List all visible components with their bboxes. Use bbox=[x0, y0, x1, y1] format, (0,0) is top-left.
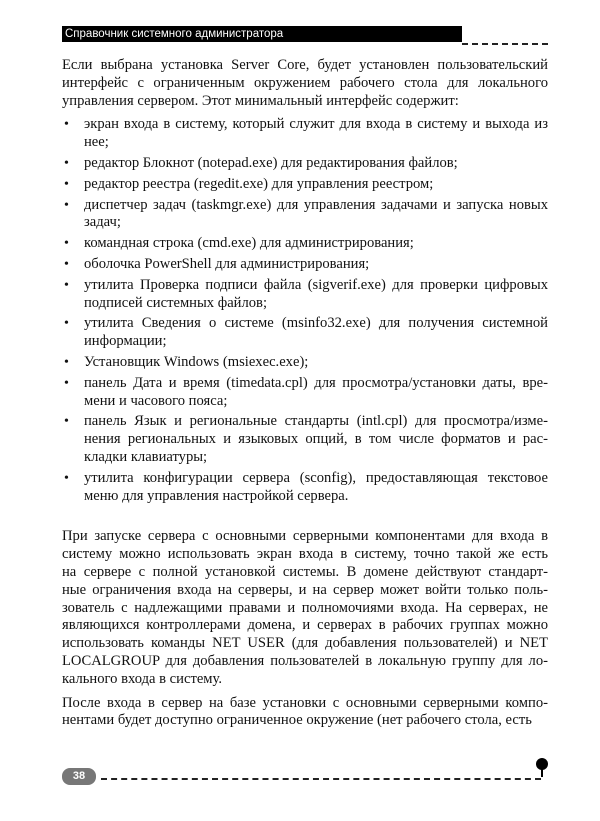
page-number: 38 bbox=[62, 768, 96, 785]
text-line: информации; bbox=[84, 333, 167, 350]
after-login-paragraph bbox=[62, 695, 548, 731]
text-line: задач; bbox=[84, 214, 121, 231]
text-line: Если выбрана установка Server Core, будет установлен пользовательский bbox=[62, 57, 548, 73]
text-line: LOCALGROUP для добавления пользователей в локальную группу для ло- bbox=[62, 652, 548, 669]
text-line: управления сервером. Этот минимальный интерфейс содержит: bbox=[62, 92, 459, 109]
text-line: кального входа в систему. bbox=[62, 670, 223, 687]
text-line: Установщик Windows (msiexec.exe); bbox=[84, 353, 309, 370]
login-paragraph bbox=[62, 528, 548, 688]
bullet-icon: • bbox=[64, 117, 69, 133]
list-item bbox=[62, 176, 548, 194]
text-line: интерфейс с ограниченным окружением рабочего стола для локального bbox=[62, 74, 548, 91]
list-item bbox=[62, 235, 548, 253]
header-divider bbox=[462, 43, 548, 45]
text-line: диспетчер задач (taskmgr.exe) для управления задачами и запуска новых bbox=[84, 196, 548, 213]
text-line: утилита Проверка подписи файла (sigverif.exe) для проверки цифровых bbox=[84, 276, 548, 293]
text-line: После входа в сервер на базе установки с основными серверными компо- bbox=[62, 694, 548, 711]
text-line: редактор Блокнот (notepad.exe) для редактирования файлов; bbox=[84, 154, 458, 171]
page-body bbox=[62, 57, 548, 736]
text-line: использовать команды NET USER (для добавления пользователей) и NET bbox=[62, 635, 548, 652]
text-line: нентами будет доступно ограниченное окружение (нет рабочего стола, есть bbox=[62, 712, 532, 729]
list-item bbox=[62, 354, 548, 372]
list-item bbox=[62, 470, 548, 506]
text-line: При запуске сервера с основными серверными компонентами для входа в bbox=[62, 528, 548, 545]
list-item bbox=[62, 155, 548, 173]
text-line: систему можно использовать экран входа в систему, точно такой же есть bbox=[62, 546, 548, 563]
text-line: редактор реестра (regedit.exe) для управления реестром; bbox=[84, 175, 434, 192]
running-header: Справочник системного администратора bbox=[62, 26, 462, 42]
text-line: оболочка PowerShell для администрирования; bbox=[84, 255, 370, 272]
bullet-icon: • bbox=[64, 155, 69, 171]
text-line: являющихся контроллерами домена, и серверах в рабочих группах можно bbox=[62, 617, 548, 634]
bullet-icon: • bbox=[64, 354, 69, 370]
text-line: панель Язык и региональные стандарты (intl.cpl) для просмотра/изме- bbox=[84, 413, 548, 430]
list-item bbox=[62, 116, 548, 152]
text-line: зователь с надлежащими правами и полномочиями входа. На серверах, не bbox=[62, 599, 548, 616]
text-line: панель Дата и время (timedata.cpl) для просмотра/установки даты, вре- bbox=[84, 374, 548, 391]
list-item bbox=[62, 375, 548, 411]
text-line: мени и часового пояса; bbox=[84, 392, 228, 409]
component-list bbox=[62, 116, 548, 505]
list-item bbox=[62, 315, 548, 351]
text-line: подписей системных файлов; bbox=[84, 294, 268, 311]
text-line: командная строка (cmd.exe) для администрирования; bbox=[84, 235, 414, 252]
footer-divider bbox=[101, 778, 541, 780]
list-item bbox=[62, 256, 548, 274]
bullet-icon: • bbox=[64, 256, 69, 272]
bullet-icon: • bbox=[64, 197, 69, 213]
intro-paragraph bbox=[62, 57, 548, 110]
text-line: нее; bbox=[84, 134, 109, 151]
list-item bbox=[62, 197, 548, 233]
pin-stem bbox=[541, 768, 543, 777]
list-item bbox=[62, 277, 548, 313]
bullet-icon: • bbox=[64, 375, 69, 391]
bullet-icon: • bbox=[64, 176, 69, 192]
text-line: на сервере с полной установкой системы. В домене действуют стандарт- bbox=[62, 563, 548, 580]
bullet-icon: • bbox=[64, 470, 69, 486]
bullet-icon: • bbox=[64, 277, 69, 293]
text-line: ные ограничения входа на серверы, и на сервер может войти только поль- bbox=[62, 581, 548, 598]
list-item bbox=[62, 413, 548, 466]
text-line: утилита конфигурации сервера (sconfig), предоставляющая текстовое bbox=[84, 469, 548, 486]
text-line: кладки клавиатуры; bbox=[84, 448, 208, 465]
text-line: экран входа в систему, который служит для входа в систему и выхода из bbox=[84, 116, 548, 133]
text-line: утилита Сведения о системе (msinfo32.exe) для получения системной bbox=[84, 315, 548, 332]
bullet-icon: • bbox=[64, 414, 69, 430]
text-line: нения региональных и языковых опций, в том числе форматов и рас- bbox=[84, 431, 548, 448]
bullet-icon: • bbox=[64, 316, 69, 332]
bullet-icon: • bbox=[64, 236, 69, 252]
text-line: меню для управления настройкой сервера. bbox=[84, 487, 349, 504]
